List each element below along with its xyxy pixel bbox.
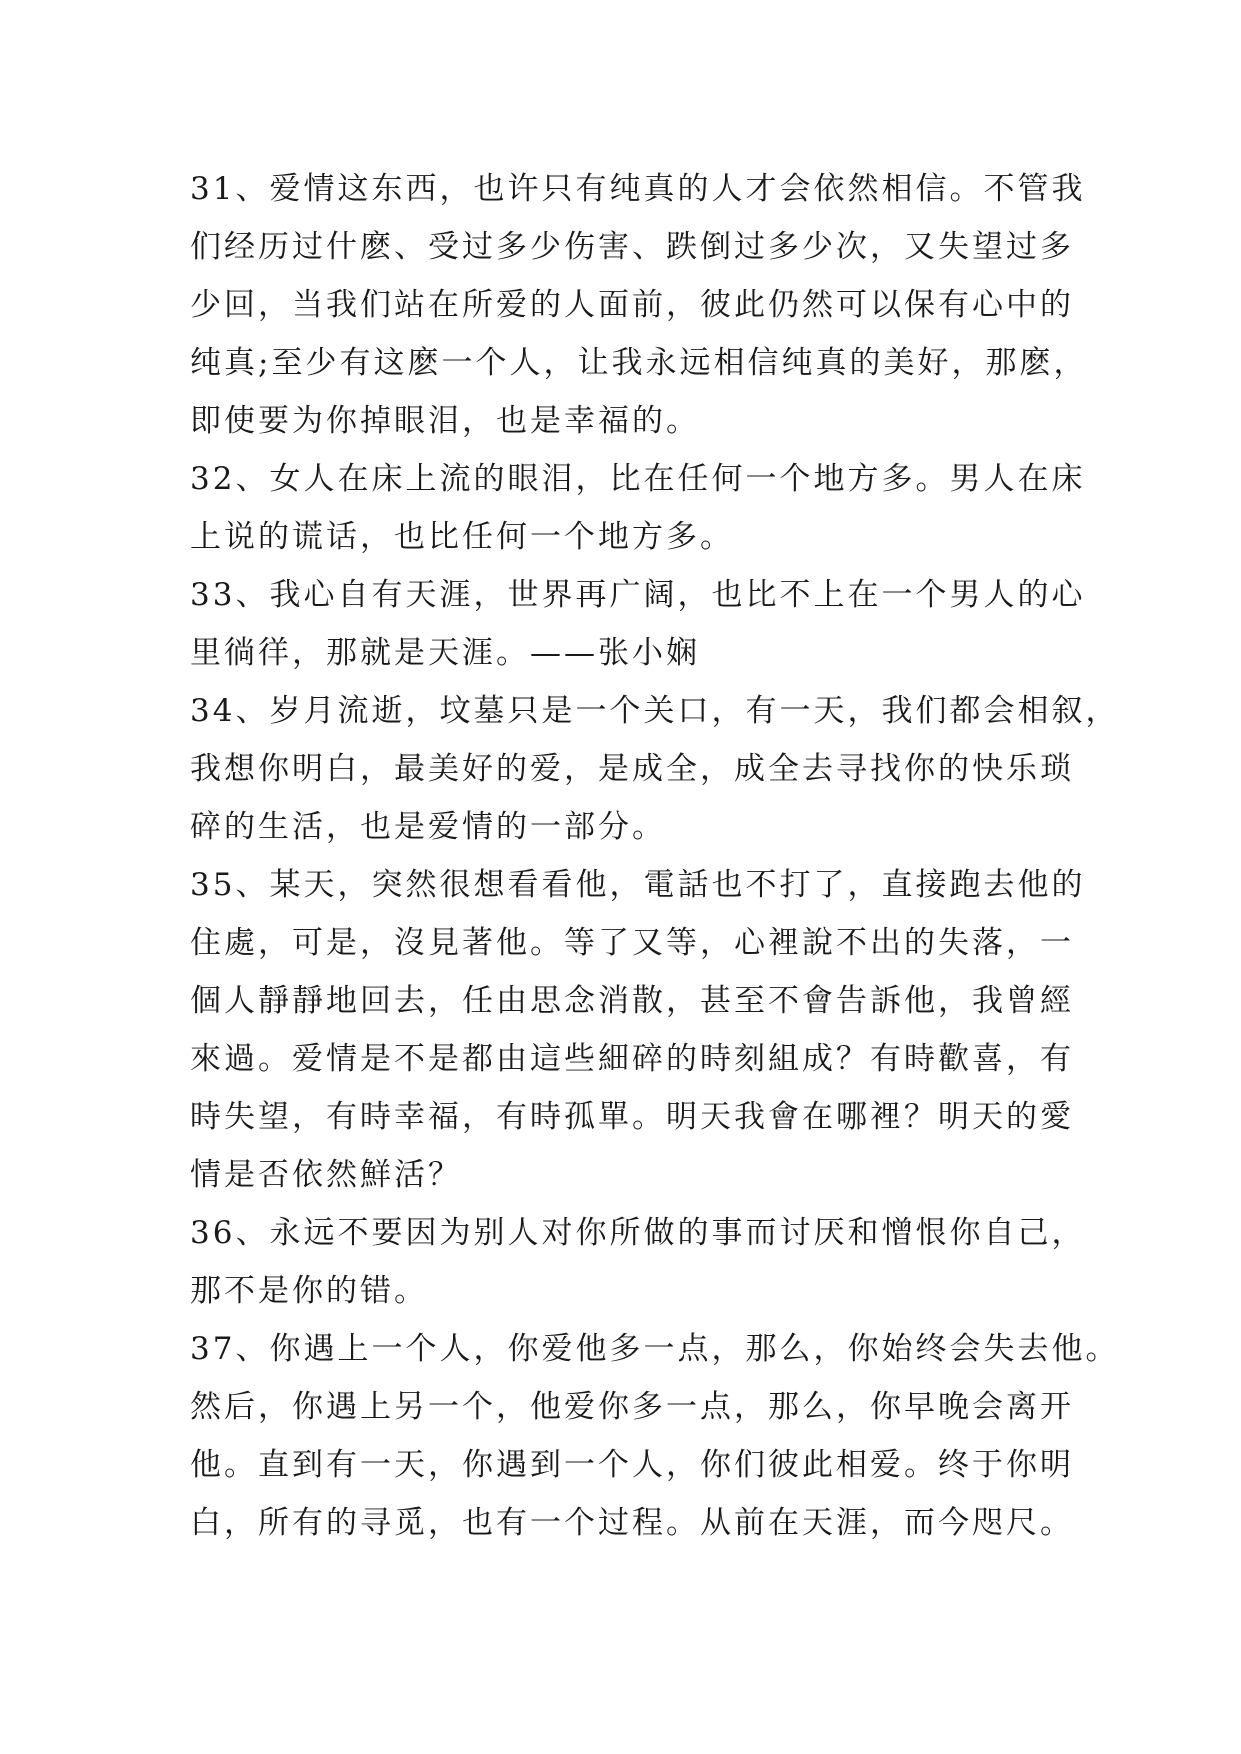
text-line: 然后，你遇上另一个，他爱你多一点，那么，你早晚会离开 (190, 1389, 1074, 1425)
text-line: 36、永远不要因为别人对你所做的事而讨厌和憎恨你自己， (190, 1215, 1086, 1251)
text-line: 來過。爱情是不是都由這些細碎的時刻組成？有時歡喜，有 (190, 1041, 1074, 1077)
paragraph-32 (190, 450, 1086, 566)
paragraph-33 (190, 566, 1086, 682)
text-line: 里徜徉，那就是天涯。——张小娴 (190, 635, 700, 671)
text-line: 個人靜靜地回去，任由思念消散，甚至不會告訴他，我曾經 (190, 983, 1074, 1019)
text-line: 32、女人在床上流的眼泪，比在任何一个地方多。男人在床 (190, 461, 1086, 497)
text-line: 33、我心自有天涯，世界再广阔，也比不上在一个男人的心 (190, 577, 1086, 613)
text-line: 那不是你的错。 (190, 1273, 428, 1309)
text-line: 即使要为你掉眼泪，也是幸福的。 (190, 403, 700, 439)
text-line: 他。直到有一天，你遇到一个人，你们彼此相爱。终于你明 (190, 1447, 1074, 1483)
paragraph-31 (190, 160, 1088, 450)
text-line: 碎的生活，也是爱情的一部分。 (190, 809, 666, 845)
text-line: 34、岁月流逝，坟墓只是一个关口，有一天，我们都会相叙， (190, 693, 1120, 729)
text-line: 我想你明白，最美好的爱，是成全，成全去寻找你的快乐琐 (190, 751, 1074, 787)
text-line: 纯真;至少有这麽一个人，让我永远相信纯真的美好，那麽， (190, 345, 1088, 381)
text-line: 住處，可是，沒見著他。等了又等，心裡說不出的失落，一 (190, 925, 1074, 961)
paragraph-36 (190, 1204, 1086, 1320)
text-line: 37、你遇上一个人，你爱他多一点，那么，你始终会失去他。 (190, 1331, 1120, 1367)
text-line: 白，所有的寻觅，也有一个过程。从前在天涯，而今咫尺。 (190, 1505, 1074, 1541)
text-line: 少回，当我们站在所爱的人面前，彼此仍然可以保有心中的 (190, 287, 1074, 323)
text-line: 们经历过什麽、受过多少伤害、跌倒过多少次，又失望过多 (190, 229, 1074, 265)
paragraph-37 (190, 1320, 1120, 1552)
text-line: 上说的谎话，也比任何一个地方多。 (190, 519, 734, 555)
paragraph-34 (190, 682, 1120, 856)
text-line: 35、某天，突然很想看看他，電話也不打了，直接跑去他的 (190, 867, 1086, 903)
text-line: 31、爱情这东西，也许只有纯真的人才会依然相信。不管我 (190, 171, 1086, 207)
paragraph-35 (190, 856, 1086, 1204)
text-line: 情是否依然鮮活？ (190, 1157, 462, 1193)
text-line: 時失望，有時幸福，有時孤單。明天我會在哪裡？明天的愛 (190, 1099, 1074, 1135)
document-body (190, 160, 1120, 1552)
